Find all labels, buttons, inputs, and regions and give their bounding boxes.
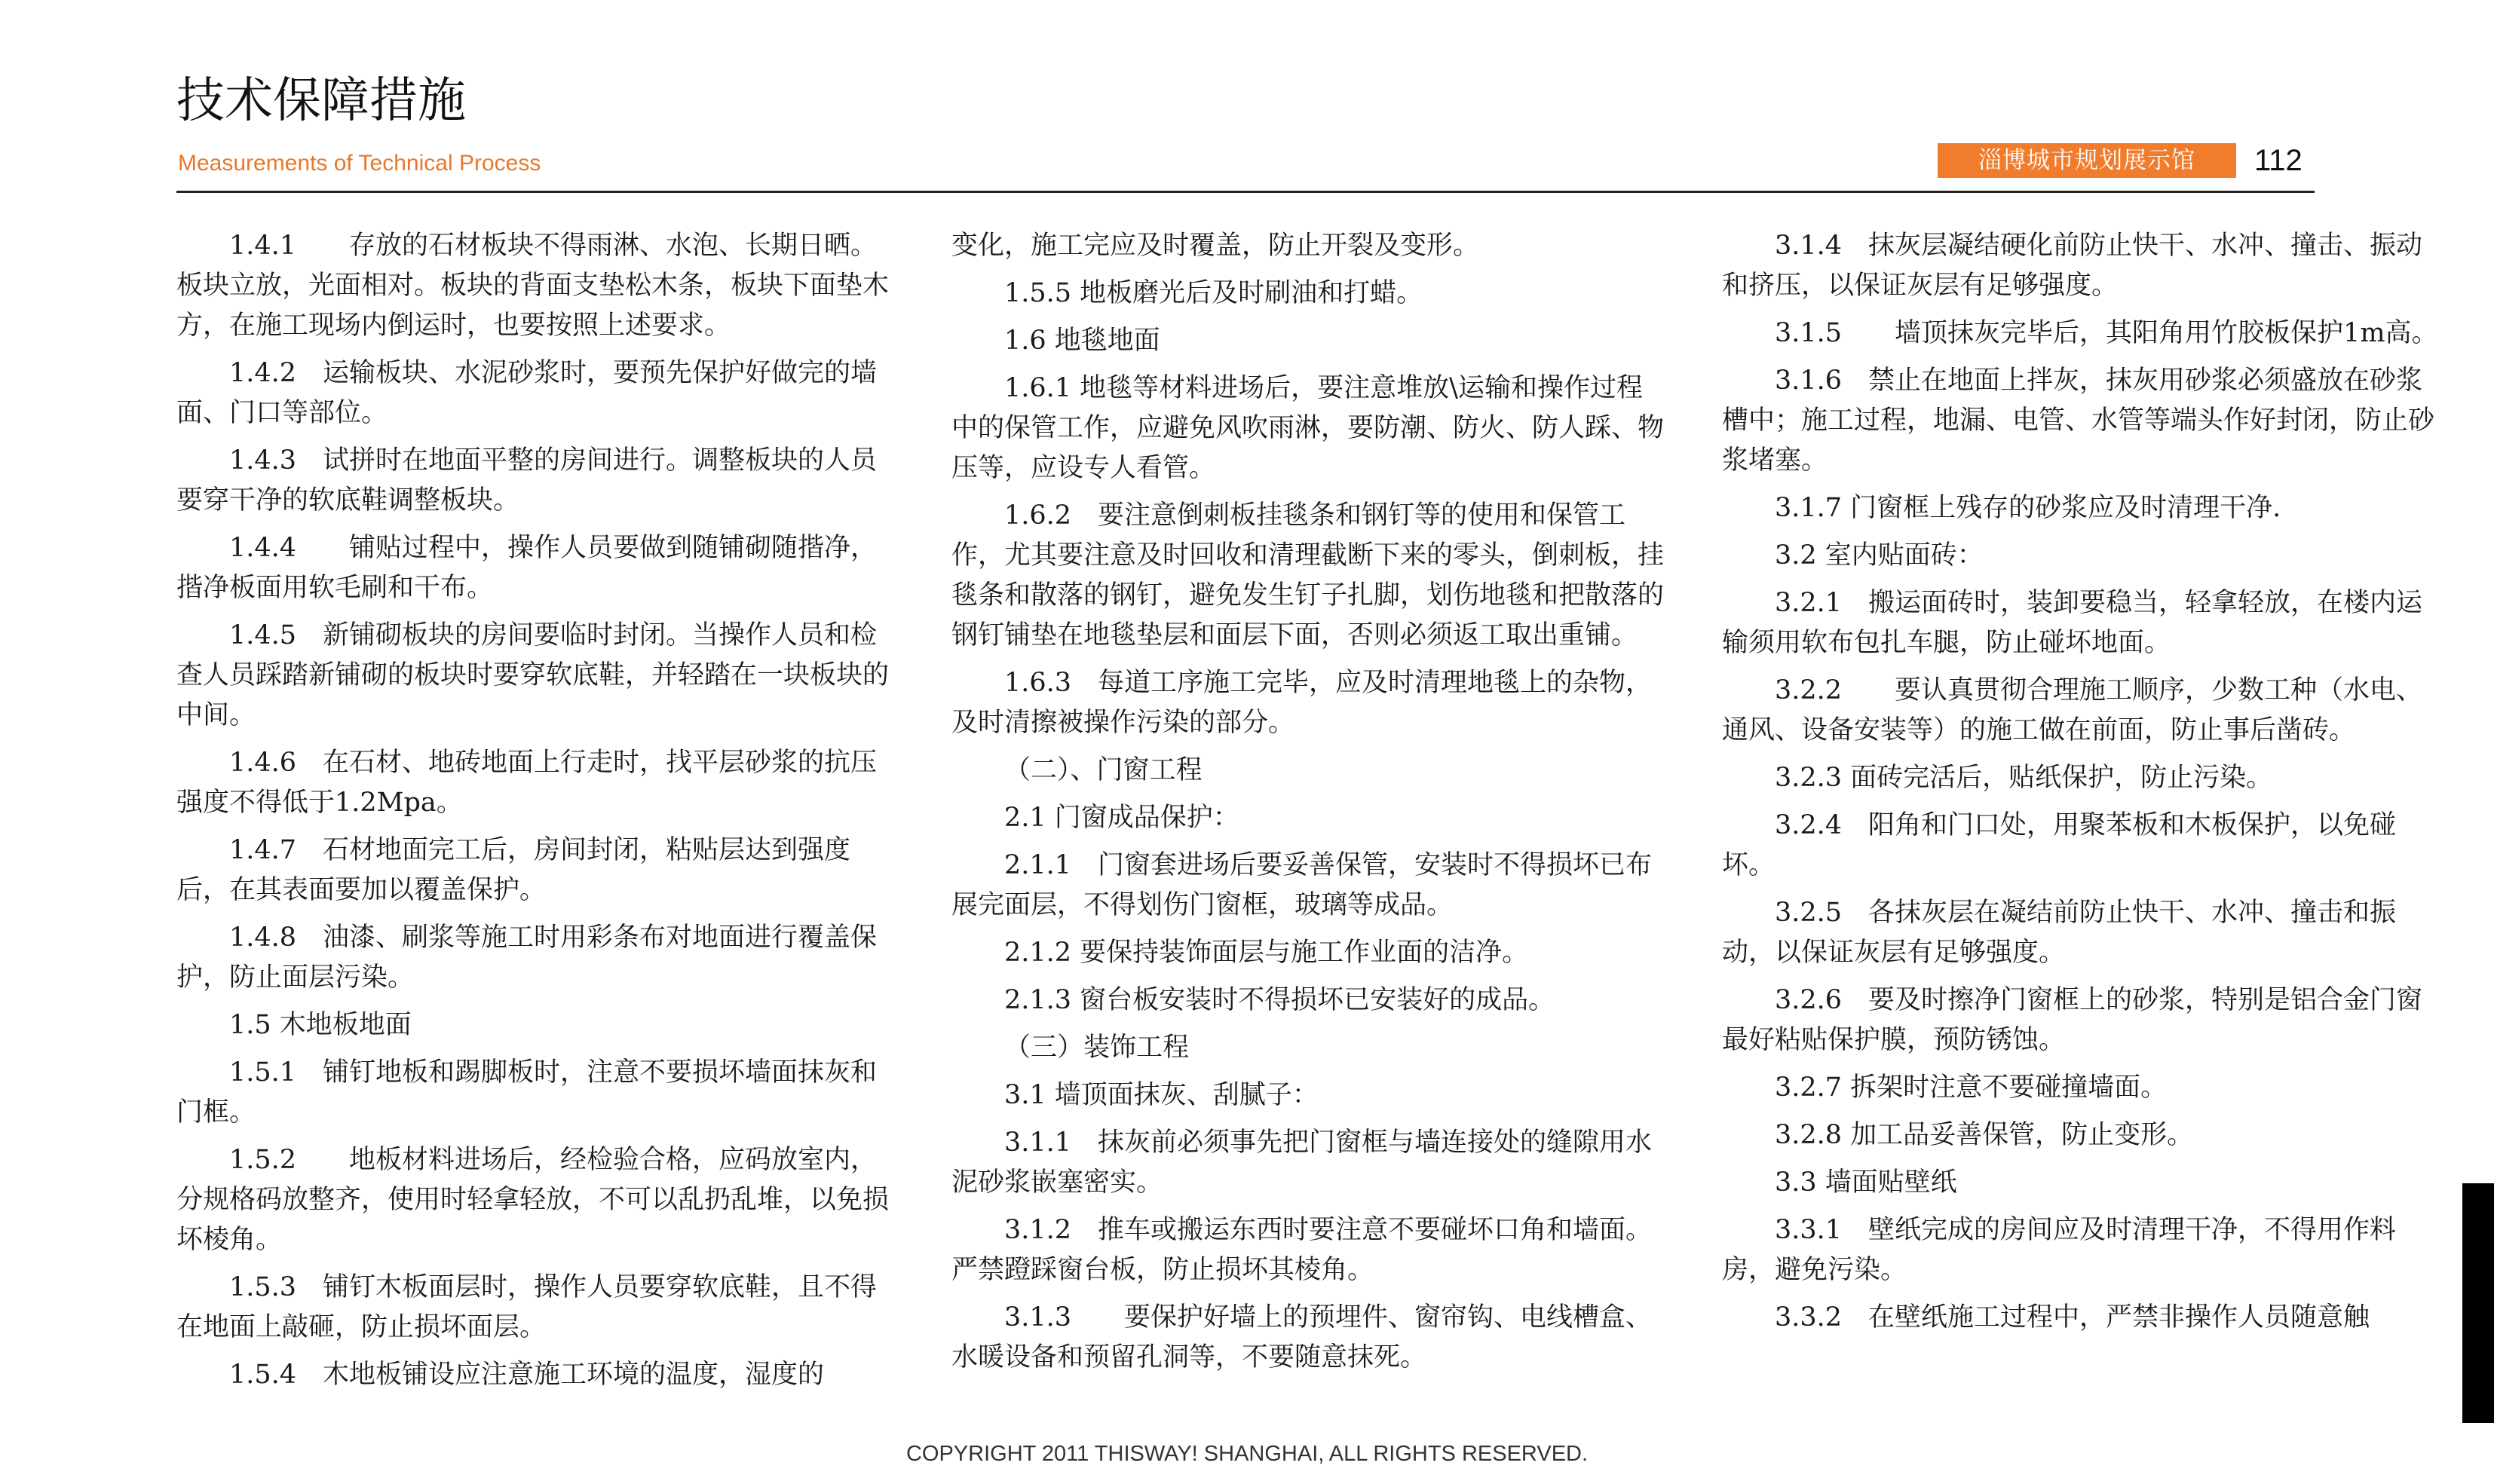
paragraph: 3.1.5 墙顶抹灰完毕后，其阳角用竹胶板保护1m高。	[1775, 318, 2438, 348]
paragraph: 3.1.6 禁止在地面上拌灰，抹灰用砂浆必须盛放在砂浆槽中；施工过程，地漏、电管、水管等端头作好封闭，防止砂浆堵塞。	[1722, 366, 2435, 476]
paragraph: 2.1.3 窗台板安装时不得损坏已安装好的成品。	[1004, 985, 1555, 1015]
section-heading: 1.6 地毯地面	[1004, 326, 1160, 356]
paragraph: 1.4.6 在石材、地砖地面上行走时，找平层砂浆的抗压强度不得低于1.2Mpa。	[176, 748, 878, 818]
page-subtitle: Measurements of Technical Process	[178, 151, 541, 176]
section-heading: 3.3 墙面贴壁纸	[1775, 1167, 1957, 1198]
page-title: 技术保障措施	[176, 73, 466, 129]
paragraph: 1.5.2 地板材料进场后，经检验合格，应码放室内，分规格码放整齐，使用时轻拿轻放，不可以乱扔乱堆，以免损坏棱角。	[176, 1145, 890, 1255]
paragraph: 1.4.1 存放的石材板块不得雨淋、水泡、长期日晒。板块立放，光面相对。板块的背面支垫松木条，板块下面垫木方，在施工现场内倒运时，也要按照上述要求。	[176, 231, 890, 341]
paragraph: 1.4.3 试拼时在地面平整的房间进行。调整板块的人员要穿干净的软底鞋调整板块。	[176, 445, 878, 516]
paragraph: 1.4.2 运输板块、水泥砂浆时，要预先保护好做完的墙面、门口等部位。	[176, 358, 878, 428]
paragraph: 1.6.3 每道工序施工完毕，应及时清理地毯上的杂物，及时清擦被操作污染的部分。	[951, 668, 1653, 738]
paragraph: 3.1.2 推车或搬运东西时要注意不要碰坏口角和墙面。严禁蹬踩窗台板，防止损坏其棱角。	[951, 1215, 1653, 1285]
section-heading: 3.2 室内贴面砖：	[1775, 540, 1984, 571]
paragraph: 3.2.2 要认真贯彻合理施工顺序，少数工种（水电、通风、设备安装等）的施工做在前面，防止事后凿砖。	[1722, 675, 2423, 745]
paragraph: 3.2.1 搬运面砖时，装卸要稳当，轻拿轻放，在楼内运输须用软布包扎车腿，防止碰坏地面。	[1722, 588, 2423, 658]
paragraph: 3.1.3 要保护好墙上的预埋件、窗帘钩、电线槽盒、水暖设备和预留孔洞等，不要随意抹死。	[951, 1302, 1653, 1372]
page-number: 112	[2254, 144, 2303, 177]
paragraph: 3.2.4 阳角和门口处，用聚苯板和木板保护，以免碰坏。	[1722, 810, 2397, 880]
section-heading: 1.5 木地板地面	[229, 1010, 412, 1040]
copyright-footer: COPYRIGHT 2011 THISWAY! SHANGHAI, ALL RIGHTS RESERVED.	[905, 1442, 1589, 1466]
text-column-3	[1722, 226, 2438, 1345]
header-rule	[176, 191, 2315, 193]
paragraph: 1.4.5 新铺砌板块的房间要临时封闭。当操作人员和检查人员踩踏新铺砌的板块时要穿软底鞋，并轻踏在一块板块的中间。	[176, 620, 890, 730]
paragraph: 1.4.8 油漆、刷浆等施工时用彩条布对地面进行覆盖保护，防止面层污染。	[176, 923, 878, 993]
paragraph: 1.6.1 地毯等材料进场后，要注意堆放\运输和操作过程中的保管工作，应避免风吹雨淋，要防潮、防火、防人踩、物压等，应设专人看管。	[951, 373, 1665, 483]
paragraph: 3.2.6 要及时擦净门窗框上的砂浆，特别是铝合金门窗最好粘贴保护膜，预防锈蚀。	[1722, 985, 2423, 1055]
section-heading: 3.1 墙顶面抹灰、刮腻子：	[1004, 1080, 1319, 1110]
paragraph: 3.3.1 壁纸完成的房间应及时清理干净，不得用作料房，避免污染。	[1722, 1215, 2397, 1285]
paragraph: 2.1.2 要保持装饰面层与施工作业面的洁净。	[1004, 938, 1529, 968]
paragraph: 1.5.4 木地板铺设应注意施工环境的温度，湿度的	[229, 1360, 825, 1390]
paragraph: 1.4.7 石材地面完工后，房间封闭，粘贴层达到强度后，在其表面要加以覆盖保护。	[176, 835, 851, 905]
paragraph: 3.2.3 面砖完活后，贴纸保护，防止污染。	[1775, 763, 2273, 793]
paragraph: 1.5.3 铺钉木板面层时，操作人员要穿软底鞋，且不得在地面上敲砸，防止损坏面层。	[176, 1272, 878, 1342]
paragraph: 1.5.5 地板磨光后及时刷油和打蜡。	[1004, 278, 1423, 308]
paragraph-continuation: 变化，施工完应及时覆盖，防止开裂及变形。	[951, 231, 1480, 261]
paragraph: 2.1.1 门窗套进场后要妥善保管，安装时不得损坏已布展完面层，不得划伤门窗框，玻璃等成品。	[951, 850, 1653, 920]
text-column-1	[176, 226, 893, 1403]
paragraph: 1.4.4 铺贴过程中，操作人员要做到随铺砌随揩净，揩净板面用软毛刷和干布。	[176, 533, 878, 603]
paragraph: 1.6.2 要注意倒刺板挂毯条和钢钉等的使用和保管工作，尤其要注意及时回收和清理截断下来的零头，倒刺板，挂毯条和散落的钢钉，避免发生钉子扎脚，划伤地毯和把散落的钢钉铺垫在地毯垫层和面层下面，否则必须返工取出重铺。	[951, 500, 1665, 650]
paragraph: 3.2.5 各抹灰层在凝结前防止快干、水冲、撞击和振动，以保证灰层有足够强度。	[1722, 898, 2397, 968]
paragraph: 3.1.4 抹灰层凝结硬化前防止快干、水冲、撞击、振动和挤压，以保证灰层有足够强度。	[1722, 231, 2423, 301]
side-tab-marker	[2462, 1183, 2494, 1423]
section-heading: （三）装饰工程	[1004, 1033, 1190, 1063]
paragraph: 3.3.2 在壁纸施工过程中，严禁非操作人员随意触	[1775, 1302, 2370, 1333]
section-heading: 2.1 门窗成品保护：	[1004, 803, 1239, 833]
paragraph: 1.5.1 铺钉地板和踢脚板时，注意不要损坏墙面抹灰和门框。	[176, 1057, 878, 1128]
paragraph: 3.2.7 拆架时注意不要碰撞墙面。	[1775, 1072, 2168, 1103]
section-heading: （二）、门窗工程	[1004, 755, 1203, 785]
paragraph: 3.2.8 加工品妥善保管，防止变形。	[1775, 1120, 2194, 1150]
paragraph: 3.1.1 抹灰前必须事先把门窗框与墙连接处的缝隙用水泥砂浆嵌塞密实。	[951, 1128, 1653, 1198]
paragraph: 3.1.7 门窗框上残存的砂浆应及时清理干净.	[1775, 493, 2281, 523]
brand-badge: 淄博城市规划展示馆	[1938, 143, 2236, 178]
text-column-2	[951, 226, 1668, 1385]
